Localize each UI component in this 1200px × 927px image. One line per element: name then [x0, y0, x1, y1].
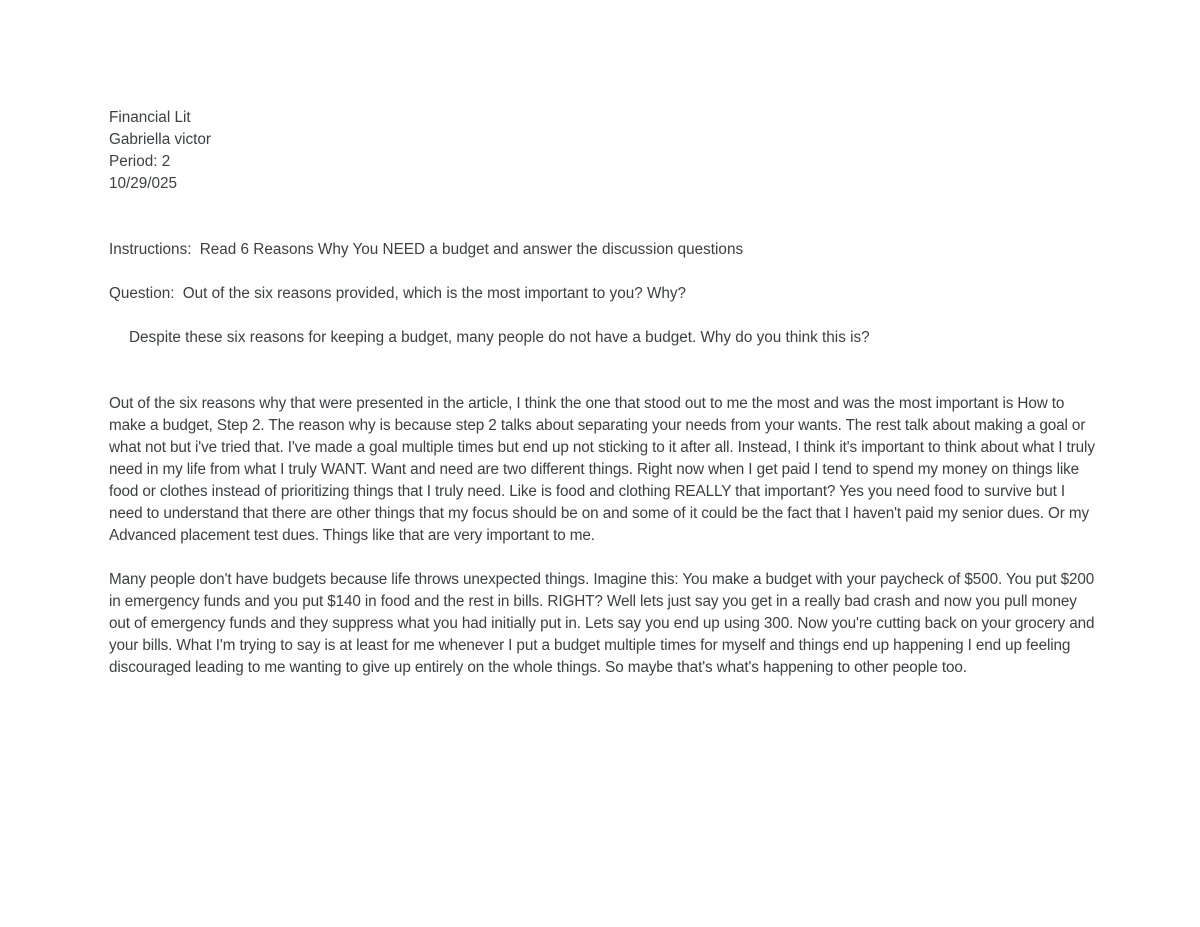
instructions-label: Instructions: [109, 241, 192, 258]
question-label: Question: [109, 285, 175, 302]
class-period: Period: 2 [109, 153, 171, 170]
question-2-line [109, 327, 1099, 349]
question-2-text: Despite these six reasons for keeping a budget, many people do not have a budget. Why do you think this is? [129, 329, 870, 346]
course-name: Financial Lit [109, 109, 191, 126]
question-line [109, 283, 1099, 305]
instructions-line [109, 239, 1099, 261]
answer-paragraph-1: Out of the six reasons why that were presented in the article, I think the one that stood out to me the most and was the most important is How to make a budget, Step 2. The reason why is because step 2 talks about separating your needs from your wants. The rest talk about making a goal or what not but i've tried that. I've made a goal multiple times but end up not sticking to it after all. Instead, I think it's important to think about what I truly need in my life from what I truly WANT. Want and need are two different things. Right now when I get paid I tend to spend my money on things like food or clothes instead of prioritizing things that I truly need. Like is food and clothing REALLY that important? Yes you need food to survive but I need to understand that there are other things that my focus should be on and some of it could be the fact that I haven't paid my senior dues. Or my Advanced placement test dues. Things like that are very important to me. [109, 395, 1095, 544]
assignment-date: 10/29/025 [109, 175, 178, 192]
question-1-text: Out of the six reasons provided, which is the most important to you? Why? [182, 285, 687, 302]
answer-paragraph-2: Many people don't have budgets because life throws unexpected things. Imagine this: You make a budget with your paycheck of $500. You put $200 in emergency funds and you put $140 in food and the rest in bills. RIGHT? Well lets just say you get in a really bad crash and now you pull money out of emergency funds and they suppress what you had initially put in. Lets say you end up using 300. Now you're cutting back on your grocery and your bills. What I'm trying to say is at least for me whenever I put a budget multiple times for myself and things end up happening I end up feeling discouraged leading to me wanting to give up entirely on the whole things. So maybe that's what's happening to other people too. [109, 571, 1095, 676]
header-block [109, 107, 1099, 195]
instructions-text: Read 6 Reasons Why You NEED a budget and answer the discussion questions [199, 241, 744, 258]
document-content [109, 107, 1099, 679]
student-name: Gabriella victor [109, 131, 212, 148]
